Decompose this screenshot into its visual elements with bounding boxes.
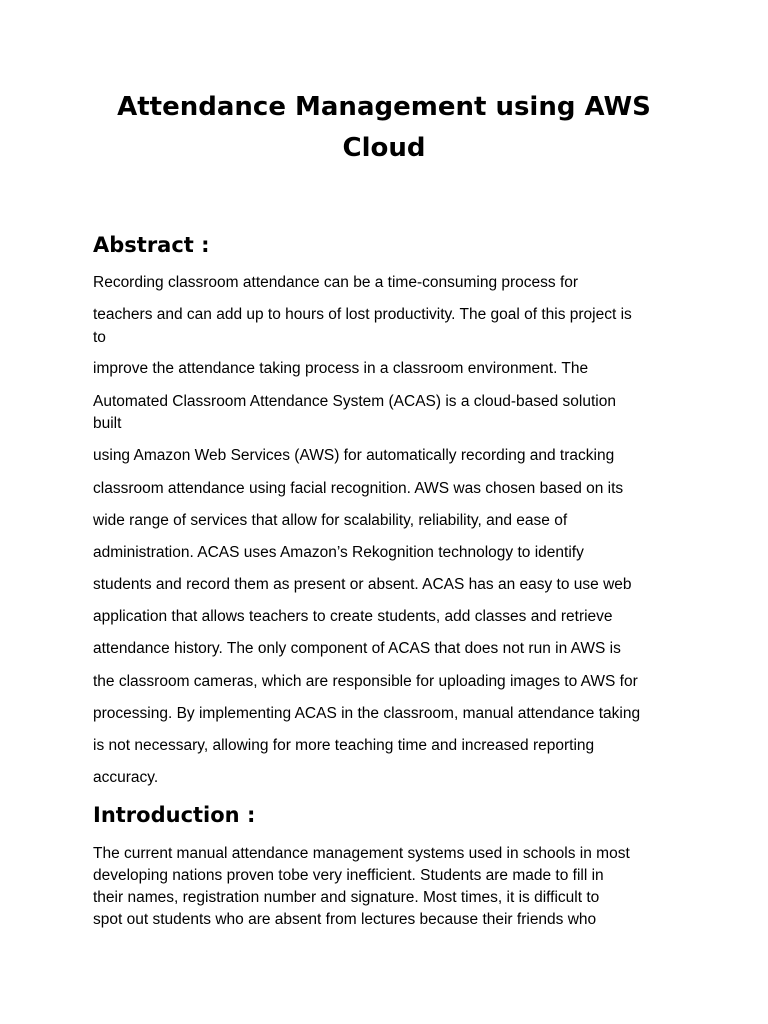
- abstract-line: processing. By implementing ACAS in the classroom, manual attendance taking: [93, 705, 641, 722]
- abstract-line: accuracy.: [93, 769, 159, 786]
- introduction-line: their names, registration number and signature. Most times, it is difficult to: [93, 889, 600, 906]
- abstract-line: administration. ACAS uses Amazon’s Rekognition technology to identify: [93, 544, 584, 561]
- abstract-line: Recording classroom attendance can be a time-consuming process for: [93, 274, 579, 291]
- abstract-line: using Amazon Web Services (AWS) for automatically recording and tracking: [93, 447, 615, 464]
- abstract-line: students and record them as present or absent. ACAS has an easy to use web: [93, 576, 632, 593]
- abstract-line: built: [93, 415, 122, 432]
- abstract-line: to: [93, 329, 106, 346]
- abstract-line: improve the attendance taking process in a classroom environment. The: [93, 360, 589, 377]
- introduction-line: spot out students who are absent from lectures because their friends who: [93, 911, 597, 928]
- abstract-line: Automated Classroom Attendance System (ACAS) is a cloud-based solution: [93, 393, 616, 410]
- document-title-line-2: Cloud: [342, 133, 426, 163]
- abstract-line: classroom attendance using facial recognition. AWS was chosen based on its: [93, 480, 624, 497]
- abstract-line: teachers and can add up to hours of lost productivity. The goal of this project is: [93, 306, 632, 323]
- introduction-line: The current manual attendance management systems used in schools in most: [93, 845, 630, 862]
- introduction-line: developing nations proven tobe very inefficient. Students are made to fill in: [93, 867, 604, 884]
- abstract-line: application that allows teachers to create students, add classes and retrieve: [93, 608, 613, 625]
- introduction-heading: Introduction :: [93, 803, 256, 827]
- document-title-line-1: Attendance Management using AWS: [117, 92, 651, 122]
- abstract-line: wide range of services that allow for scalability, reliability, and ease of: [93, 512, 568, 529]
- abstract-line: attendance history. The only component of ACAS that does not run in AWS is: [93, 640, 621, 657]
- abstract-heading: Abstract :: [93, 233, 210, 257]
- abstract-line: is not necessary, allowing for more teaching time and increased reporting: [93, 737, 595, 754]
- abstract-line: the classroom cameras, which are responsible for uploading images to AWS for: [93, 673, 638, 690]
